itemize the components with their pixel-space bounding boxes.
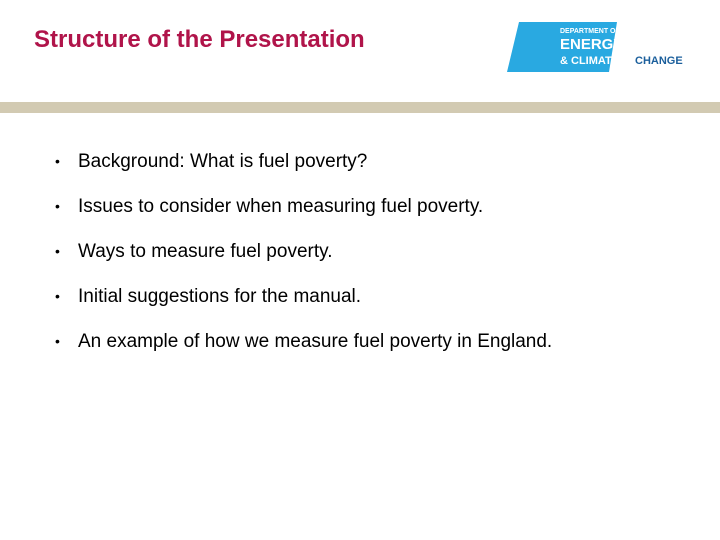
logo-line-department: DEPARTMENT OF: [560, 28, 620, 35]
bullet-text: Initial suggestions for the manual.: [78, 286, 362, 307]
bullet-marker: •: [55, 333, 60, 349]
bullet-marker: •: [55, 198, 60, 214]
bullet-marker: •: [55, 153, 60, 169]
bullet-text: An example of how we measure fuel poverty in England.: [78, 331, 553, 352]
bullet-item: [55, 149, 552, 194]
bullet-item: [55, 329, 552, 374]
bullet-list: [55, 149, 552, 374]
bullet-marker: •: [55, 288, 60, 304]
bullet-marker: •: [55, 243, 60, 259]
bullet-text: Background: What is fuel poverty?: [78, 151, 368, 172]
bullet-item: [55, 284, 552, 329]
bullet-text: Ways to measure fuel poverty.: [78, 241, 333, 262]
decc-logo: [505, 20, 705, 74]
bullet-item: [55, 194, 552, 239]
logo-line-energy: ENERGY: [560, 36, 624, 53]
logo-line-change: CHANGE: [635, 55, 683, 67]
logo-line-climate: & CLIMATE: [560, 55, 620, 67]
title-divider-bar: [0, 102, 720, 113]
bullet-text: Issues to consider when measuring fuel poverty.: [78, 196, 484, 217]
slide-title: Structure of the Presentation: [34, 26, 365, 53]
bullet-item: [55, 239, 552, 284]
